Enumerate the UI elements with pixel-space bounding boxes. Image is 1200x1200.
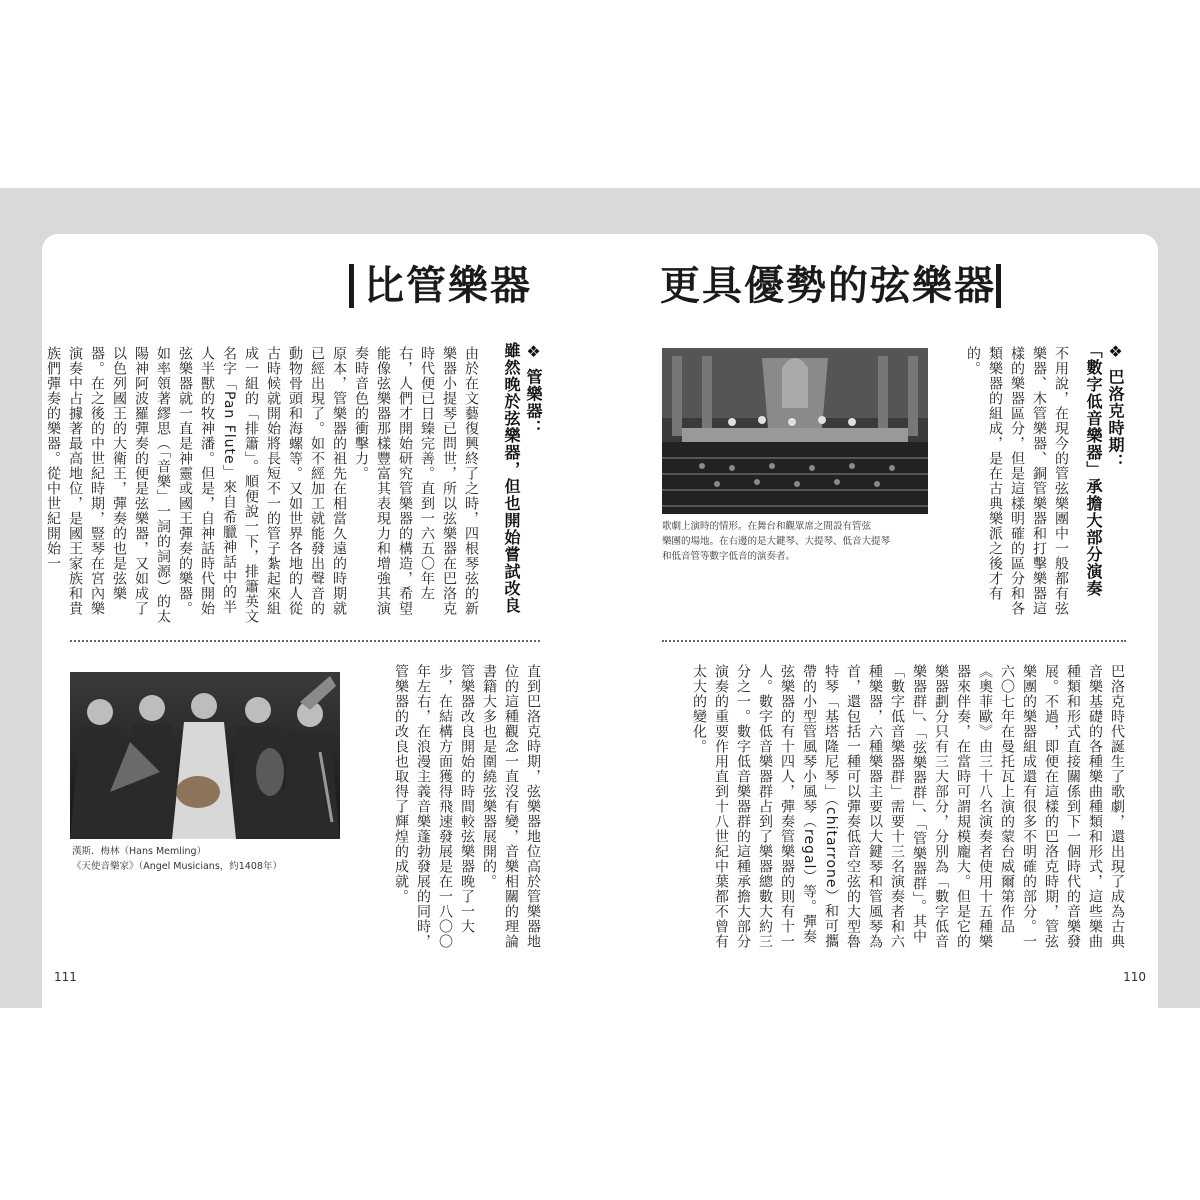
paragraph: 巴洛克時代誕生了歌劇，還出現了成為古典音樂基礎的各種樂曲種類和形式，這些樂曲種類和形式直接關係到下一個時代的音樂發展。不過，即便在這樣的巴洛克時期，管弦樂團的樂器組成還有很多不明確的部分。一六〇七年在曼托瓦上演的蒙台威爾第作品《奧菲歐》由三十八名演奏者使用十五種樂器來伴奏，在當時可謂規模龐大。但是它的樂器劃分只有三大部分，分別為「數字低音樂器群」、「弦樂器群」、「管樂器群」。其中「數字低音樂器群」需要十三名演奏者和六種樂器，六種樂器主要以大鍵琴和管風琴為首，還包括一種可以彈奏低音空弦的大型魯特琴「基塔隆尼琴」（chitarrone）和可攜帶的小型管風琴小風琴（regal）等。彈奏弦樂器的有十四人，彈奏管樂器的則有十一人。數字低音樂器群占到了樂器總數大約三分之一。數字低音樂器群的這種承擔大部分演奏的重要作用直到十八世紀中葉都不曾有太大的變化。	[691, 664, 1125, 949]
title-left-bar	[349, 264, 354, 308]
paragraph: 由於在文藝復興終了之時，四根琴弦的新樂器小提琴已問世，所以弦樂器在巴洛克時代便已日臻完善。直到一六五〇年左右，人們才開始研究管樂器的構造，希望能像弦樂器那樣豐富其表現力和增強其演奏時音色的衝擊力。	[353, 346, 479, 616]
left-heading-line-1: ❖ 管樂器：	[524, 342, 543, 437]
paragraph: 原本，管樂器的祖先在相當久遠的時期就已經出現了。如不經加工就能發出聲音的動物骨頭和海螺等。又如世界各地的人從古時候就開始將長短不一的管子紮起來組成一組的「排簫」。順便說一下，排簫英文名字「Pan Flute」來自希臘神話中的半人半獸的牧神潘。但是，自神話時代開始弦樂器就一直是神靈或國王彈奏的樂器。如率領著繆思（「音樂」一詞的詞源）的太陽神阿波羅彈奏的便是弦樂器，又如成了以色列國王的大衛王，彈奏的也是弦樂器。在之後的中世紀時期，豎琴在宮內樂演奏中占據著最高地位，是國王家族和貴族們彈奏的樂器。從中世紀開始一	[45, 346, 347, 624]
title-right-bar	[996, 264, 1001, 308]
angel-musicians-photo	[70, 672, 340, 839]
book-spread	[42, 234, 1158, 1008]
right-heading	[1082, 342, 1126, 622]
title-right: 更具優勢的弦樂器	[660, 263, 996, 309]
right-photo-caption-1: 歌劇上演時的情形。在舞台和觀眾席之間設有管弦	[662, 521, 872, 532]
title-left: 比管樂器	[364, 263, 532, 309]
left-divider	[70, 640, 540, 642]
paragraph: 直到巴洛克時期，弦樂器地位高於管樂器地位的這種觀念一直沒有變，音樂相關的理論書籍大多也是圍繞弦樂器展開的。	[481, 664, 541, 949]
paragraph: 不用說，在現今的管弦樂團中一般都有弦樂器、木管樂器、銅管樂器和打擊樂器這樣的樂器區分，但是這樣明確的區分和各類樂器的組成，是在古典樂派之後才有的。	[965, 346, 1069, 616]
right-heading-line-1: ❖ 巴洛克時期：	[1106, 342, 1125, 471]
right-heading-line-2: 「數字低音樂器」承擔大部分演奏	[1084, 342, 1103, 597]
right-photo-caption-3: 和低音管等數字低音的演奏者。	[662, 551, 796, 562]
left-heading-line-2: 雖然晚於弦樂器，但也開始嘗試改良	[502, 342, 521, 614]
left-photo-caption-2: 《天使音樂家》（Angel Musicians，約1408年）	[72, 861, 282, 872]
paragraph: 管樂器改良開始的時間較弦樂器晚了一大步，在結構方面獲得飛速發展是在一八〇〇年左右，在浪漫主義音樂蓬勃發展的同時，管樂器的改良也取得了輝煌的成就。	[393, 664, 475, 949]
right-top-text	[967, 346, 1072, 624]
left-heading	[500, 342, 544, 622]
right-divider	[662, 640, 1126, 642]
page-number-left: 111	[54, 970, 77, 984]
left-top-text	[45, 346, 482, 624]
right-photo-caption-2: 樂團的場地。在右邊的是大鍵琴、大提琴、低音大提琴	[662, 536, 891, 547]
left-photo-caption-1: 漢斯．梅林（Hans Memling）	[72, 846, 207, 857]
page-number-right: 110	[1123, 970, 1146, 984]
opera-performance-photo	[662, 348, 928, 514]
left-bottom-text	[372, 664, 544, 956]
right-bottom-text	[691, 664, 1128, 956]
